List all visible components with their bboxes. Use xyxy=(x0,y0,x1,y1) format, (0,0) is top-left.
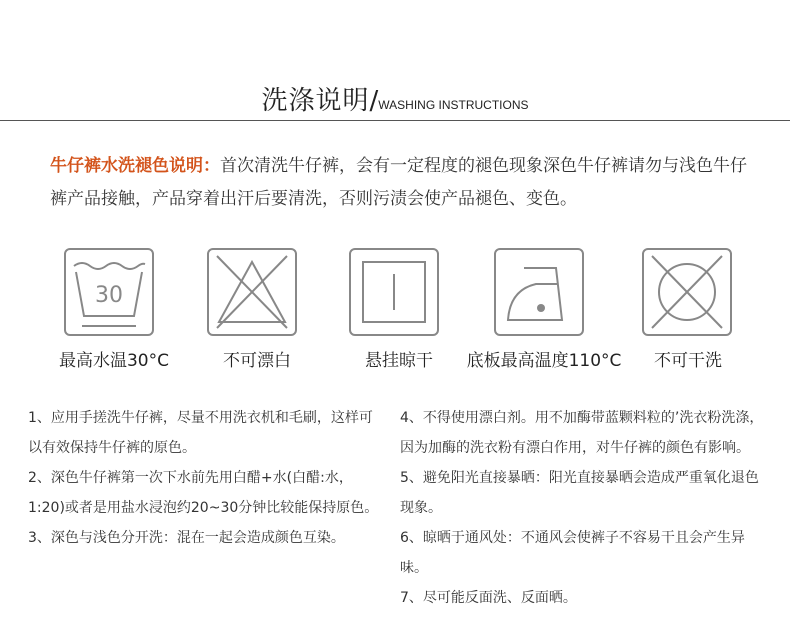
title-divider xyxy=(0,120,790,121)
no-dry-clean-icon xyxy=(642,248,732,336)
note-item: 3、深色与浅色分开洗：混在一起会造成颜色互染。 xyxy=(28,530,345,546)
care-label-dry: 悬挂晾干 xyxy=(365,351,433,371)
notes-left-column xyxy=(28,403,383,553)
note-item: 6、晾晒于通风处：不通风会使裤子不容易干且会产生异味。 xyxy=(400,530,745,576)
note-item: 4、不得使用漂白剂。用不加酶带蓝颗料粒的’洗衣粉洗涤，因为加酶的洗衣粉有漂白作用，对牛仔裤的颜色有影响。 xyxy=(400,410,764,456)
care-label-bleach: 不可漂白 xyxy=(223,351,291,371)
note-item: 2、深色牛仔裤第一次下水前先用白醋+水(白醋:水，1:20)或者是用盐水浸泡约20~30分钟比较能保持原色。 xyxy=(28,470,379,516)
iron-110-icon xyxy=(494,248,584,336)
intro-paragraph xyxy=(50,150,760,216)
care-label-wash: 最高水温30°C xyxy=(58,351,169,371)
title-chinese: 洗涤说明 xyxy=(261,86,370,116)
page-title xyxy=(0,80,790,117)
title-separator: / xyxy=(369,86,379,116)
note-item: 1、应用手搓洗牛仔裤，尽量不用洗衣机和毛刷，这样可以有效保持牛仔裤的原色。 xyxy=(28,410,373,456)
no-bleach-icon xyxy=(207,248,297,336)
wash-30-icon xyxy=(64,248,154,336)
intro-highlight: 牛仔裤水洗褪色说明： xyxy=(50,156,220,176)
title-english: WASHING INSTRUCTIONS xyxy=(378,98,529,112)
intro-text: 首次清洗牛仔裤，会有一定程度的褪色现象深色牛仔裤请勿与浅色牛仔裤产品接触，产品穿着出汗后要清洗，否则污渍会使产品褪色、变色。 xyxy=(50,156,747,209)
note-item: 7、尽可能反面洗、反面晒。 xyxy=(400,590,577,606)
care-label-iron: 底板最高温度110°C xyxy=(466,351,622,371)
care-label-dry-clean: 不可干洗 xyxy=(654,351,722,371)
note-item: 5、避免阳光直接暴晒：阳光直接暴晒会造成严重氧化退色现象。 xyxy=(400,470,759,516)
wash-temperature-number: 30 xyxy=(95,283,123,308)
notes-right-column xyxy=(400,403,770,613)
hang-dry-icon xyxy=(349,248,439,336)
care-icons-row xyxy=(0,248,790,378)
